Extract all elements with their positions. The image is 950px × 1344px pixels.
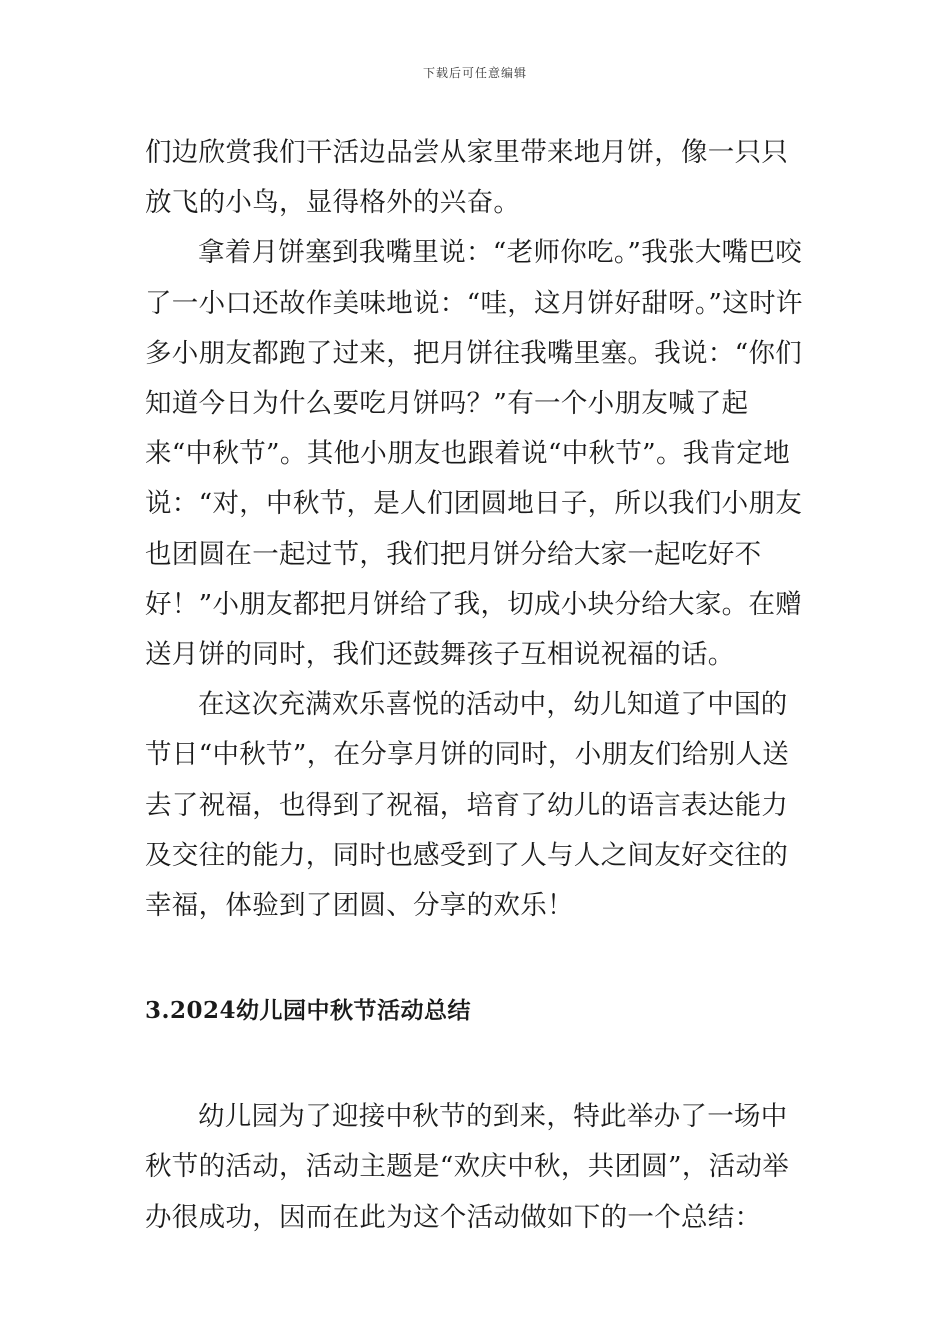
paragraph-activity-reflection: 在这次充满欢乐喜悦的活动中，幼儿知道了中国的节日“中秋节”，在分享月饼的同时，小朋友们给别人送去了祝福，也得到了祝福，培育了幼儿的语言表达能力及交往的能力，同时也感受到了人与人之间友好交往的幸福，体验到了团圆、分享的欢乐！ [145, 689, 790, 922]
paragraph-summary-intro: 幼儿园为了迎接中秋节的到来，特此举办了一场中秋节的活动，活动主题是“欢庆中秋，共团圆”，活动举办很成功，因而在此为这个活动做如下的一个总结： [145, 1101, 790, 1233]
page-header-note: 下载后可任意编辑 [422, 66, 527, 80]
section-heading: 3.2024幼儿园中秋节活动总结 [145, 997, 472, 1025]
paragraph-continuation: 们边欣赏我们干活边品尝从家里带来地月饼，像一只只放飞的小鸟，显得格外的兴奋。 [145, 137, 789, 219]
paragraph-mooncake-sharing: 拿着月饼塞到我嘴里说：“老师你吃。”我张大嘴巴咬了一小口还故作美味地说：“哇，这月饼好甜呀。”这时许多小朋友都跑了过来，把月饼往我嘴里塞。我说：“你们知道今日为什么要吃月饼吗？”有一个小朋友喊了起来“中秋节”。其他小朋友也跟着说“中秋节”。我肯定地说：“对，中秋节，是人们团圆地日子，所以我们小朋友也团圆在一起过节，我们把月饼分给大家一起吃好不好！”小朋友都把月饼给了我，切成小块分给大家。在赠送月饼的同时，我们还鼓舞孩子互相说祝福的话。 [145, 237, 803, 671]
document-body [145, 128, 813, 1243]
